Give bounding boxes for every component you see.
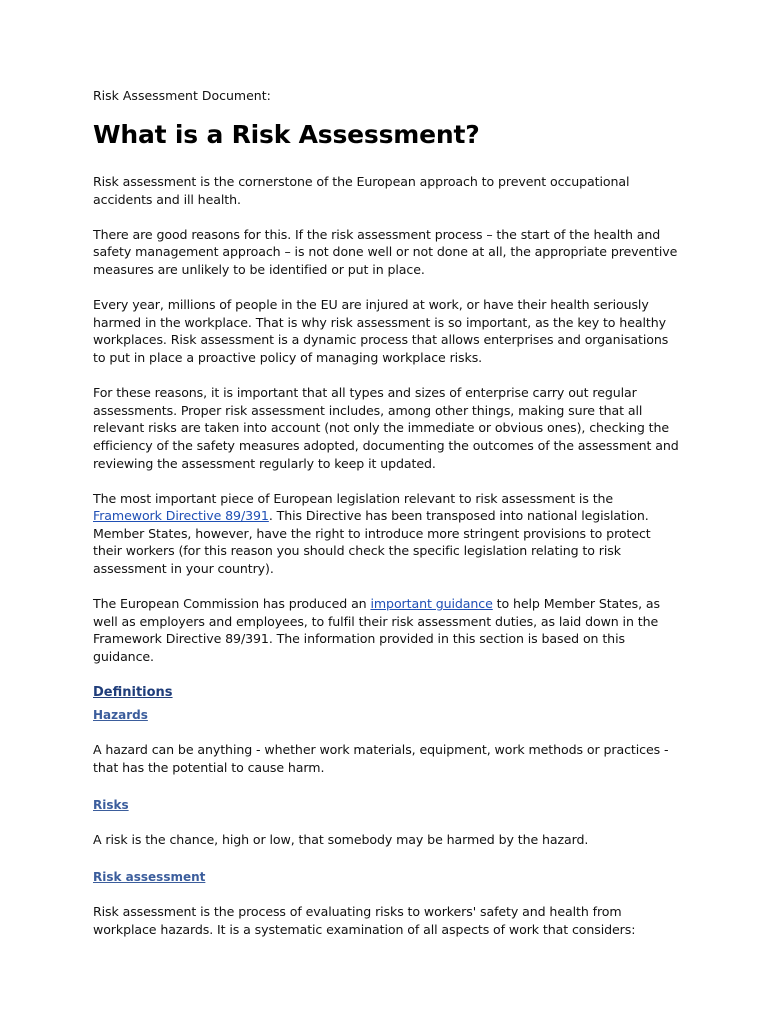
risks-heading[interactable]: Risks bbox=[93, 798, 129, 812]
risk-assessment-heading[interactable]: Risk assessment bbox=[93, 870, 206, 885]
paragraph-6 bbox=[93, 595, 683, 665]
paragraph-6-text-start: The European Commission has produced an bbox=[93, 596, 371, 612]
paragraph-5-text-end: . This Directive has been transposed into national legislation. Member States, however, have the right to introduce more stringent provisions to protect their workers (for this reason you should check the specific legislation relating to risk assessment in your country). bbox=[93, 508, 651, 577]
definitions-heading[interactable]: Definitions bbox=[93, 685, 173, 701]
paragraph-5 bbox=[93, 490, 683, 578]
hazards-paragraph: A hazard can be anything - whether work materials, equipment, work methods or practices - that has the potential to cause harm. bbox=[93, 742, 669, 775]
page-title: What is a Risk Assessment? bbox=[93, 120, 480, 149]
paragraph-3: Every year, millions of people in the EU are injured at work, or have their health seriously harmed in the workplace. That is why risk assessment is so important, as the key to healthy workplaces. Risk assessment is a dynamic process that allows enterprises and organisations to put in place a proactive policy of managing workplace risks. bbox=[93, 297, 669, 365]
paragraph-6-text-end: to help Member States, as well as employers and employees, to fulfil their risk assessment duties, as laid down in the Framework Directive 89/391. The information provided in this section is based on this guidance. bbox=[93, 596, 661, 665]
paragraph-4: For these reasons, it is important that all types and sizes of enterprise carry out regular assessments. Proper risk assessment includes, among other things, making sure that all relevant risks are taken into account (not only the immediate or obvious ones), checking the efficiency of the safety measures adopted, documenting the outcomes of the assessment and reviewing the assessment regularly to keep it updated. bbox=[93, 385, 679, 471]
risk-assessment-heading-block bbox=[93, 866, 683, 886]
paragraph-5-text-start: The most important piece of European legislation relevant to risk assessment is the bbox=[93, 490, 614, 506]
risks-heading-block bbox=[93, 794, 683, 814]
paragraph-1: Risk assessment is the cornerstone of the European approach to prevent occupational accidents and ill health. bbox=[93, 174, 630, 207]
risks-paragraph: A risk is the chance, high or low, that somebody may be harmed by the hazard. bbox=[93, 832, 589, 847]
paragraph-2: There are good reasons for this. If the risk assessment process – the start of the health and safety management approach – is not done well or not done at all, the appropriate preventive measures are unlikely to be identified or put in place. bbox=[93, 226, 678, 277]
document-page bbox=[93, 87, 683, 956]
risk-assessment-paragraph: Risk assessment is the process of evaluating risks to workers' safety and health from workplace hazards. It is a systematic examination of all aspects of work that considers: bbox=[93, 904, 636, 937]
hazards-heading-block bbox=[93, 704, 683, 724]
framework-directive-link[interactable]: Framework Directive 89/391 bbox=[93, 508, 269, 524]
important-guidance-link[interactable]: important guidance bbox=[370, 596, 493, 612]
hazards-heading[interactable]: Hazards bbox=[93, 708, 148, 723]
document-label: Risk Assessment Document: bbox=[93, 88, 271, 103]
